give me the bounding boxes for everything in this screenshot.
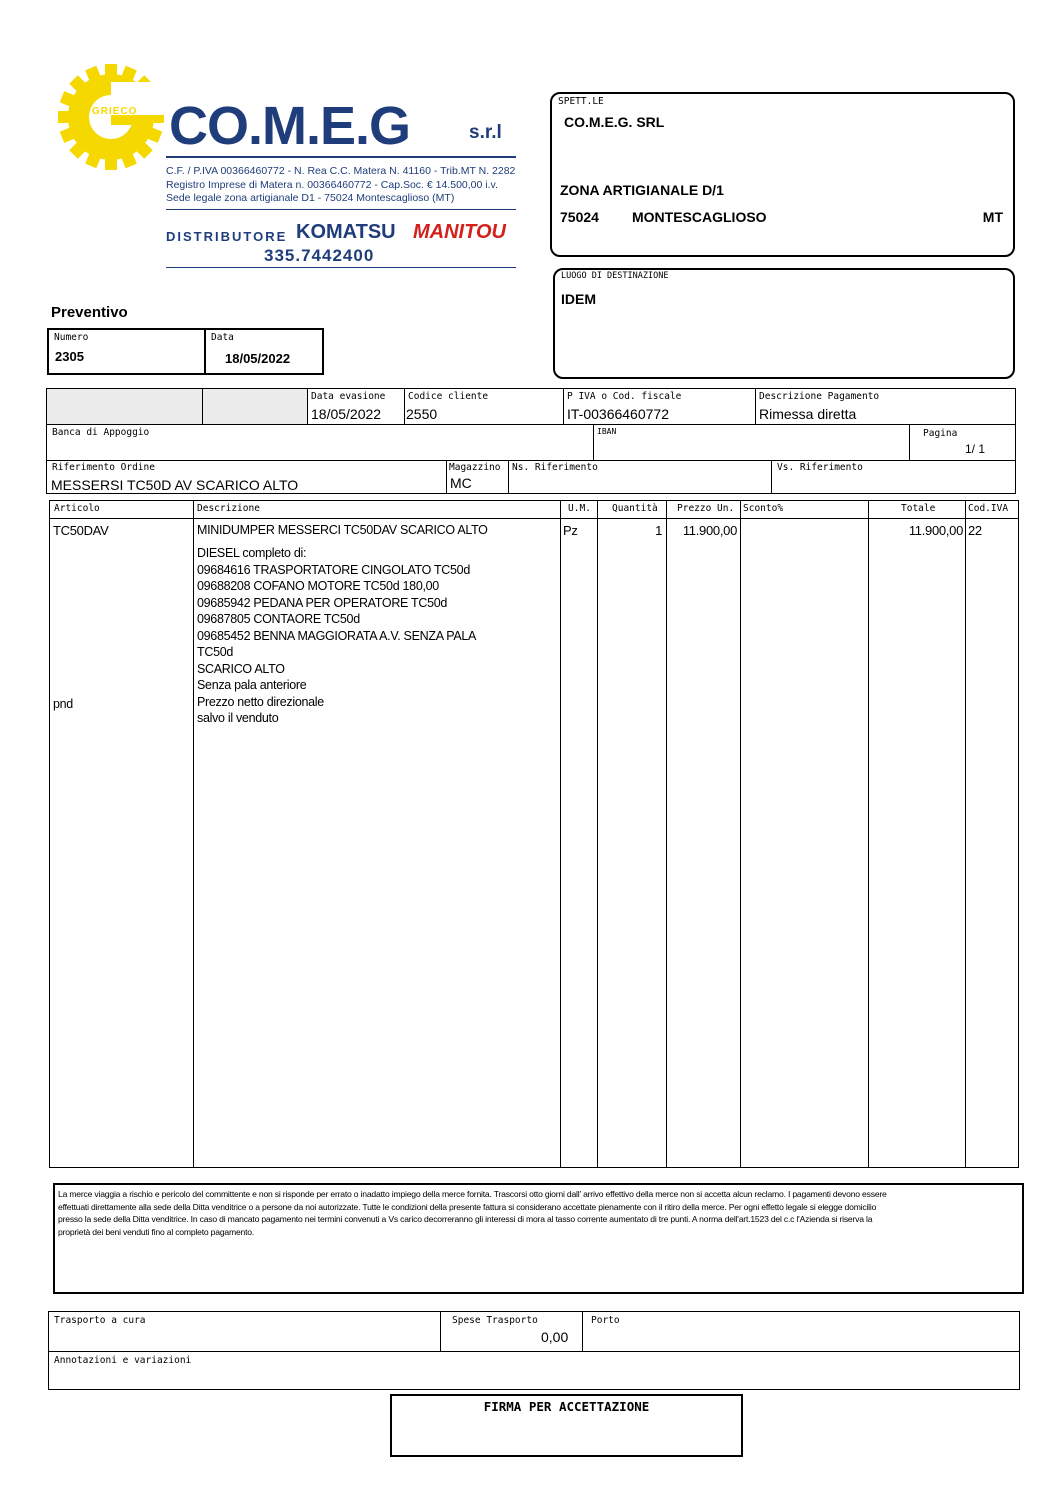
pnd-code: pnd <box>53 697 73 711</box>
description-line: DIESEL completo di: <box>197 546 307 560</box>
piva: IT-00366460772 <box>567 406 669 422</box>
logo-word: GRIECO <box>92 106 138 117</box>
recipient-box <box>550 92 1015 257</box>
description-line: 09685942 PEDANA PER OPERATORE TC50d <box>197 595 448 610</box>
company-logo <box>56 62 526 272</box>
divider <box>446 461 447 493</box>
recipient-cap: 75024 <box>560 209 599 225</box>
info-divider <box>166 209 516 210</box>
divider <box>204 330 206 373</box>
signature-box <box>390 1394 743 1457</box>
rif-ordine-label: Riferimento Ordine <box>52 462 155 473</box>
description-line: SCARICO ALTO <box>197 661 285 676</box>
col-divider <box>193 501 194 1167</box>
company-info <box>166 165 515 206</box>
brand-komatsu: KOMATSU <box>296 221 396 243</box>
gear-g-icon <box>56 62 166 172</box>
distributor-label: DISTRIBUTORE <box>166 229 288 244</box>
info-line: Registro Imprese di Matera n. 00366460772 - Cap.Soc. € 14.500,00 i.v. <box>166 178 498 191</box>
doc-number: 2305 <box>55 349 84 364</box>
spese-label: Spese Trasporto <box>452 1315 538 1326</box>
row-prezzo: 11.900,00 <box>682 523 737 538</box>
header-quantita: Quantità <box>612 503 658 514</box>
doc-type: Preventivo <box>51 304 128 321</box>
spese: 0,00 <box>541 1329 569 1345</box>
info-line: Sede legale zona artigianale D1 - 75024 Montescaglioso (MT) <box>166 192 455 204</box>
header-prezzo: Prezzo Un. <box>677 503 735 514</box>
pagamento: Rimessa diretta <box>759 406 857 422</box>
data-evasione-label: Data evasione <box>311 391 386 402</box>
divider <box>49 1351 1019 1352</box>
shaded-cell <box>47 389 307 424</box>
terms-box <box>53 1183 1024 1294</box>
divider <box>909 425 910 460</box>
description-line: 09684616 TRASPORTATORE CINGOLATO TC50d <box>197 562 470 577</box>
col-divider <box>740 501 741 1167</box>
divider <box>582 1312 583 1351</box>
col-divider <box>965 501 966 1167</box>
vs-rif-label: Vs. Riferimento <box>777 462 863 473</box>
recipient-label: SPETT.LE <box>558 96 604 107</box>
items-table <box>49 500 1019 1168</box>
header-descrizione: Descrizione <box>197 503 260 514</box>
phone-underline <box>166 267 516 268</box>
iban-label: IBAN <box>597 427 617 436</box>
annotazioni-label: Annotazioni e variazioni <box>54 1355 192 1366</box>
description-line: TC50d <box>197 645 234 659</box>
banca-label: Banca di Appoggio <box>52 427 150 438</box>
header-sconto: Sconto% <box>743 503 784 514</box>
row-descrizione: MINIDUMPER MESSERCI TC50DAV SCARICO ALTO <box>197 523 488 537</box>
magazzino-label: Magazzino <box>449 462 501 473</box>
col-divider <box>666 501 667 1167</box>
ns-rif-label: Ns. Riferimento <box>512 462 598 473</box>
pagina-label: Pagina <box>923 428 958 439</box>
description-line: Senza pala anteriore <box>197 678 307 692</box>
col-divider <box>597 501 598 1167</box>
rif-ordine: MESSERSI TC50D AV SCARICO ALTO <box>51 477 299 493</box>
company-name: CO.M.E.G <box>169 96 411 156</box>
col-divider <box>868 501 869 1167</box>
description-lines <box>197 545 476 727</box>
description-line: salvo il venduto <box>197 711 279 725</box>
row-articolo: TC50DAV <box>53 523 109 538</box>
info-row-1 <box>46 388 1016 425</box>
divider <box>593 425 594 460</box>
recipient-province: MT <box>982 209 1003 225</box>
signature-label: FIRMA PER ACCETTAZIONE <box>483 1399 650 1414</box>
destination-label: LUOGO DI DESTINAZIONE <box>561 271 669 281</box>
divider <box>404 389 405 424</box>
pagina: 1/ 1 <box>964 442 985 456</box>
doc-number-box <box>47 328 324 375</box>
brand-manitou: MANITOU <box>413 221 506 243</box>
description-line: 09687805 CONTAORE TC50d <box>197 612 360 626</box>
recipient-name: CO.M.E.G. SRL <box>564 114 665 130</box>
header-totale: Totale <box>901 503 936 514</box>
divider <box>508 461 509 493</box>
row-iva: 22 <box>968 523 982 538</box>
company-underline <box>166 156 516 158</box>
description-line: 09685452 BENNA MAGGIORATA A.V. SENZA PALA <box>197 628 477 643</box>
divider <box>755 389 756 424</box>
destination-box <box>553 268 1015 379</box>
divider <box>202 389 203 424</box>
col-divider <box>560 501 561 1167</box>
doc-date: 18/05/2022 <box>225 351 291 366</box>
terms-text: La merce viaggia a rischio e pericolo del committente e non si risponde per errato o inadatto impiego della merce fornita. Trascorsi otto giorni dall' arrivo effettivo della merce non si accetta alcun reclamo. I pagamenti devono essere effettuati direttamente alla sede della Ditta venditrice o a persone da noi autorizzate. Tutte le condizioni della presente fattura si considerano accettate pienamente con il ritiro della merce. Per ogni effetto legale si elegge domicilio presso la sede della Ditta venditrice. In caso di mancato pagamento nei termini convenuti a Vs carico decorreranno gli interessi di mora al tasso corrente aumentato di tre punti. A norma dell'art.1523 del c.c l'Azienda si riserva la proprietà dei beni venduti fino al completo pagamento. <box>58 1189 887 1237</box>
magazzino: MC <box>450 475 472 491</box>
transport-box <box>48 1311 1020 1390</box>
company-suffix: s.r.l <box>469 122 502 143</box>
description-line: 09688208 COFANO MOTORE TC50d 180,00 <box>197 579 439 593</box>
header-iva: Cod.IVA <box>968 503 1009 514</box>
recipient-city: MONTESCAGLIOSO <box>632 209 767 225</box>
divider <box>307 389 308 424</box>
info-row-3 <box>46 460 1016 494</box>
info-line: C.F. / P.IVA 00366460772 - N. Rea C.C. Matera N. 41160 - Trib.MT N. 2282 <box>166 165 516 177</box>
header-articolo: Articolo <box>54 503 100 514</box>
destination-value: IDEM <box>561 291 596 307</box>
piva-label: P IVA o Cod. fiscale <box>567 391 682 402</box>
description-line: Prezzo netto direzionale <box>197 694 324 709</box>
porto-label: Porto <box>591 1315 620 1326</box>
company-phone: 335.7442400 <box>264 246 375 265</box>
row-quantita: 1 <box>655 523 662 538</box>
recipient-address: ZONA ARTIGIANALE D/1 <box>560 182 724 198</box>
doc-date-label: Data <box>211 332 234 343</box>
info-row-2 <box>46 424 1016 461</box>
row-totale: 11.900,00 <box>908 523 963 538</box>
divider <box>440 1312 441 1351</box>
header-divider <box>50 518 1018 519</box>
data-evasione: 18/05/2022 <box>311 406 382 422</box>
trasporto-label: Trasporto a cura <box>54 1315 146 1326</box>
doc-number-label: Numero <box>54 332 89 343</box>
header-um: U.M. <box>568 503 591 514</box>
divider <box>771 461 772 493</box>
divider <box>563 389 564 424</box>
row-um: Pz <box>563 523 578 538</box>
codice-cliente: 2550 <box>406 406 438 422</box>
pagamento-label: Descrizione Pagamento <box>759 391 880 402</box>
codice-cliente-label: Codice cliente <box>408 391 489 402</box>
